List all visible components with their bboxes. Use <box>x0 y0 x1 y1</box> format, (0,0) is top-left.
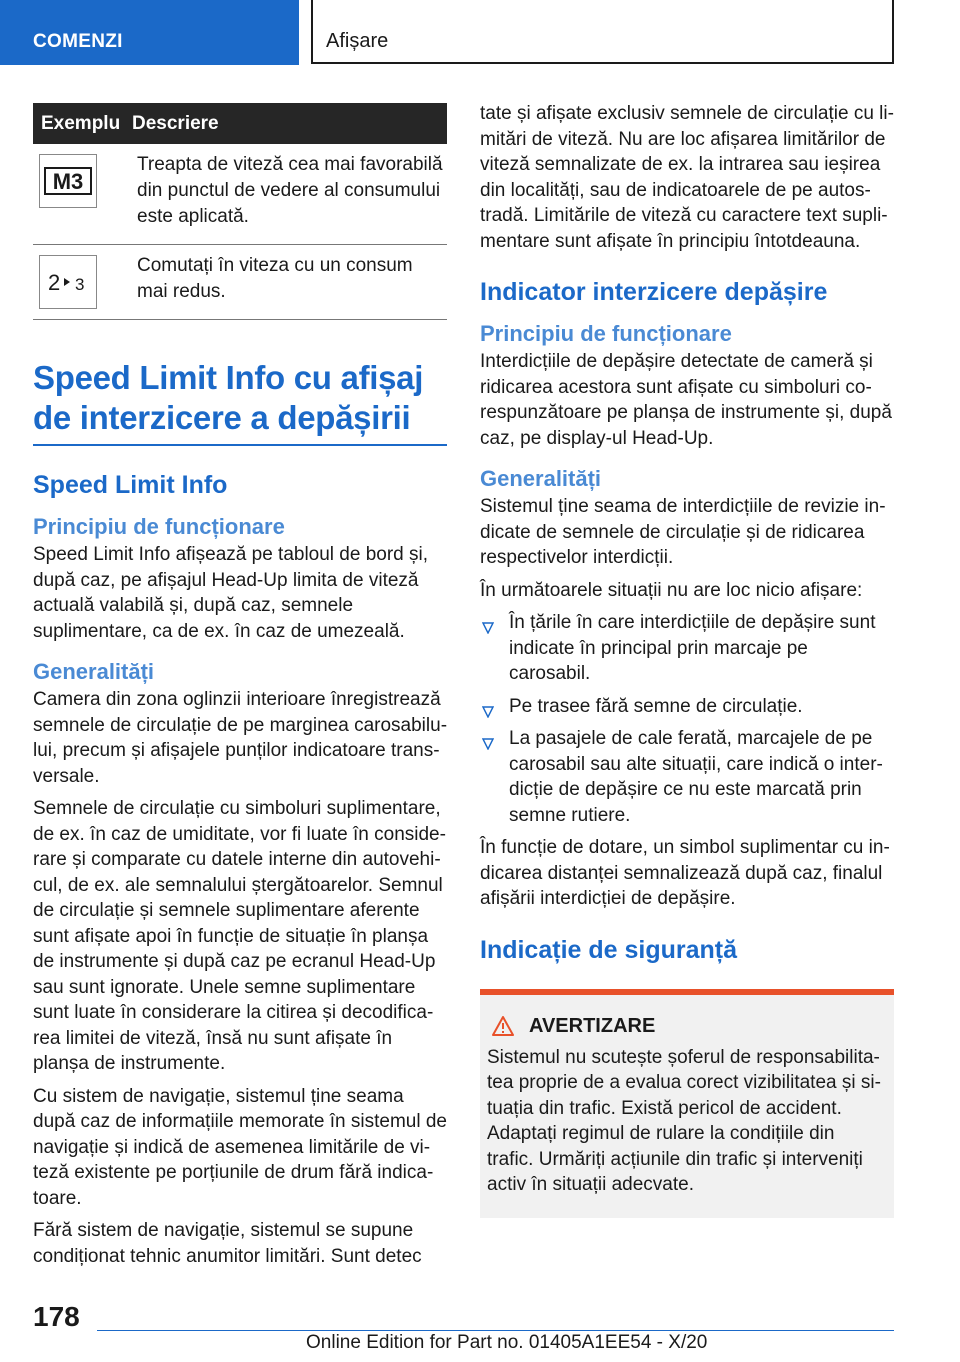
warning-box <box>480 989 894 1218</box>
footer-edition: Online Edition for Part no. 01405A1EE54 - X/20 <box>306 1332 708 1353</box>
footer-divider <box>97 1330 894 1331</box>
table-header-example: Exemplu <box>33 103 129 144</box>
section-label: COMENZI <box>33 31 123 52</box>
section-tab <box>0 0 299 65</box>
right-column <box>480 103 894 1218</box>
equipment-paragraph: În funcție de dotare, un simbol suplimentar cu indicarea distanței semnalizează după caz, finalul afișării interdicției de depășire. <box>480 837 890 909</box>
paragraph: Cu sistem de navigație, sistemul ține seama după caz de informațiile memorate în sistemul de navigație și indică de asemenea limitările de viteză existente pe porțiunile de drum fără indicatoare. <box>33 1085 447 1209</box>
paragraph: Fără sistem de navigație, sistemul se supune condiționat tehnic anumitor limitări. Sunt detec <box>33 1220 422 1267</box>
principle-paragraph: Interdicțiile de depășire detectate de cameră și ridicarea acestora sunt afișate cu simboluri corespunzătoare pe planșa de instrumente și, după caz, pe display-ul Head-Up. <box>480 351 892 449</box>
principle-paragraph: Speed Limit Info afișează pe tabloul de bord și, după caz, pe afișajul Head-Up limita de viteză actuală valabilă și, după caz, semnele suplimentare, ca de ex. în caz de umezeală. <box>33 544 429 642</box>
triangle-bullet-icon <box>482 732 494 758</box>
list-item: În țările în care interdicțiile de depășire sunt indicate în principal prin marcaje pe carosabil. <box>480 610 894 687</box>
list-item: La pasajele de cale ferată, marcajele de pe carosabil sau alte situații, care indică o interdicție de depășire ce nu este marcată prin semne rutiere. <box>480 726 894 828</box>
table-header-row <box>33 103 447 144</box>
situations-intro: În următoarele situații nu are loc nicio afișare: <box>480 579 863 601</box>
principle-heading: Principiu de funcționare <box>480 321 732 346</box>
continuation-paragraph: tate și afișate exclusiv semnele de circulație cu limitări de viteză. Nu are loc afișarea limitărilor de viteză semnalizate de ex. la intrarea sau ieșirea din localități, sau de indicatoarele de pe autostradă. Limitările de viteză cu caractere text suplimentare sunt afișate în principiu întotdeauna. <box>480 103 894 252</box>
general-paragraph: Sistemul ține seama de interdicțiile de revizie indicate de semnele de circulație și de ridicarea respectivelor interdicții. <box>480 496 886 568</box>
triangle-bullet-icon <box>482 700 494 726</box>
chapter-label: Afișare <box>326 30 389 52</box>
paragraph: Camera din zona oglinzii interioare înregistrează semnele de circulație de pe marginea carosabilului, precum și afișajele punților indicatoare transversale. <box>33 689 448 787</box>
section-title: Speed Limit Info cu afișaj de interzicere a depășirii <box>33 359 424 436</box>
gear-m3-icon <box>39 154 97 208</box>
indicator-heading: Indicator interzicere depășire <box>480 278 828 306</box>
svg-text:3: 3 <box>75 275 85 294</box>
left-column <box>33 103 447 1269</box>
gear-shift-icon <box>39 255 97 309</box>
general-heading: Generalități <box>33 659 155 684</box>
table-cell-description: Treapta de viteză cea mai favorabilă din punctul de vedere al consumului este aplicată. <box>129 144 447 245</box>
triangle-bullet-icon <box>482 616 494 642</box>
table-header-description: Descriere <box>129 103 447 144</box>
principle-heading: Principiu de funcționare <box>33 514 285 539</box>
table-cell-description: Comutați în viteza cu un consum mai redus. <box>129 245 447 320</box>
general-heading: Generalități <box>480 466 602 491</box>
svg-text:M3: M3 <box>52 169 84 194</box>
list-item: Pe trasee fără semne de circulație. <box>480 694 894 720</box>
table-row <box>33 144 447 245</box>
paragraph: Semnele de circulație cu simboluri suplimentare, de ex. în caz de umiditate, vor fi luate în considerare și comparate cu datele interne din autovehicul, de ex. ale semnalului ștergătoarelor. Semnul de circulație și semnele suplimentare aferente sunt afișate apoi în funcție de situație în planșa de instrumente și după caz pe ecranul Head-Up sau sunt ignorate. Unele semne suplimentare sunt luate în considerare la citirea și decodificarea limitei de viteză, însă nu sunt afișate în planșa de instrumente. <box>33 798 446 1074</box>
safety-heading: Indicație de siguranță <box>480 935 738 964</box>
warning-triangle-icon <box>491 1015 515 1037</box>
subsection-title: Speed Limit Info <box>33 471 228 499</box>
warning-title: AVERTIZARE <box>529 1014 656 1037</box>
example-table <box>33 103 447 320</box>
svg-text:2: 2 <box>48 270 61 295</box>
chapter-tab <box>311 0 894 64</box>
warning-text: Sistemul nu scutește șoferul de responsabilitatea proprie de a evalua corect vizibilitatea și situația din trafic. Există pericol de accident. Adaptați regimul de rulare la condițiile din trafic. Urmăriți acțiunile din trafic și interveniți activ în situații adecvate. <box>487 1046 881 1195</box>
page-number: 178 <box>33 1301 80 1332</box>
table-row <box>33 245 447 320</box>
